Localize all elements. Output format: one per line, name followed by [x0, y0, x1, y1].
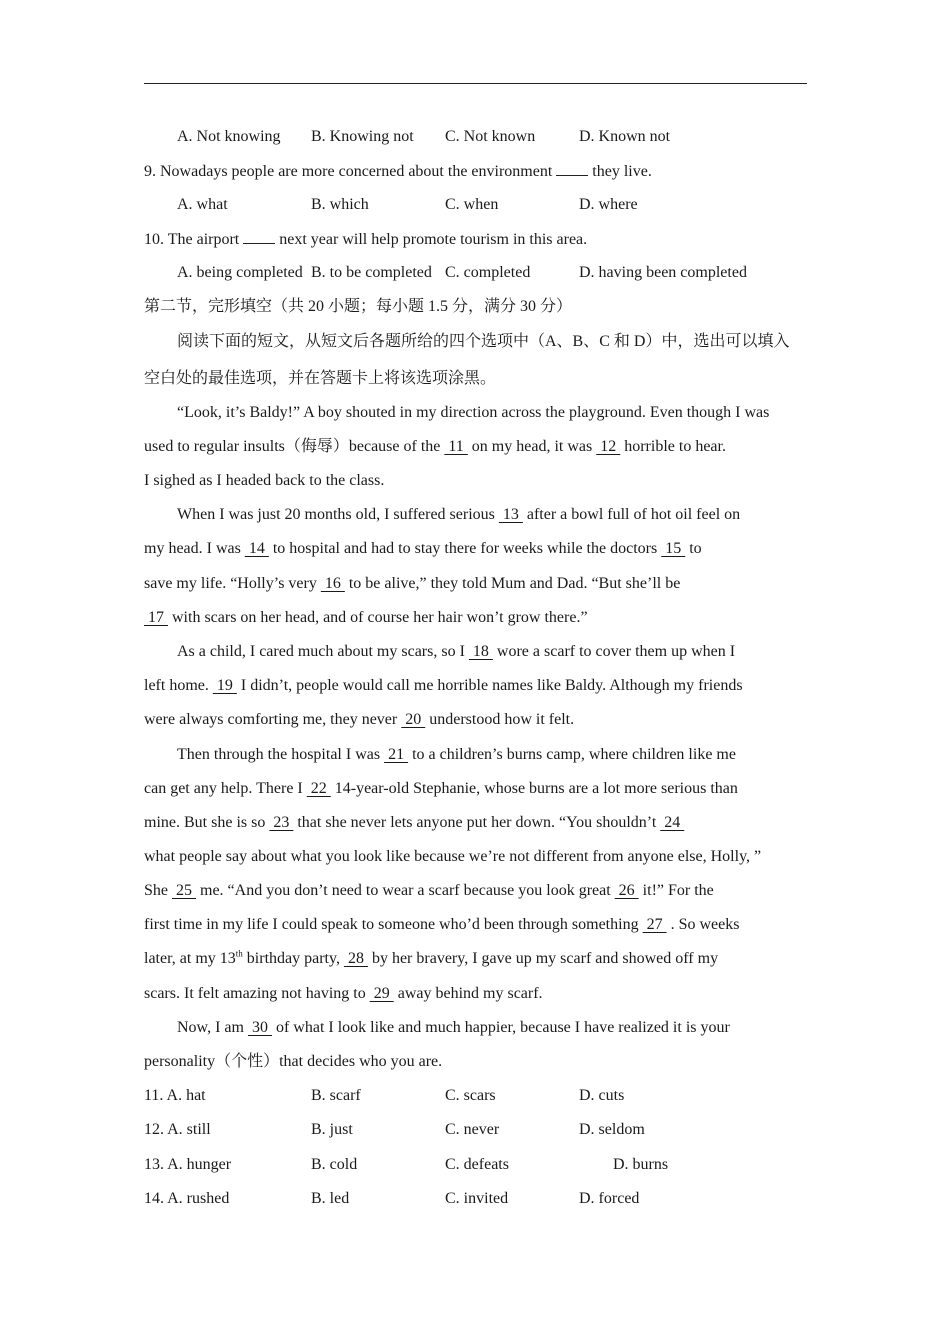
- q12-option-b: B. just: [311, 1121, 353, 1138]
- blank-24: 24: [660, 814, 685, 831]
- q14-option-d: D. forced: [579, 1190, 640, 1207]
- passage-line: “Look, it’s Baldy!” A boy shouted in my direction across the playground. Even though I was: [177, 404, 770, 421]
- passage-line: She 25 me. “And you don’t need to wear a scarf because you look great 26 it!” For the: [144, 882, 714, 899]
- q8-option-c: C. Not known: [445, 128, 536, 145]
- passage-line: first time in my life I could speak to someone who’d been through something 27 . So weeks: [144, 916, 740, 933]
- section-title: 第二节，完形填空（共 20 小题；每小题 1.5 分，满分 30 分）: [144, 298, 573, 315]
- passage-line: mine. But she is so 23 that she never lets anyone put her down. “You shouldn’t 24: [144, 814, 685, 831]
- q11-option-a: 11. A. hat: [144, 1087, 206, 1104]
- q11-option-b: B. scarf: [311, 1087, 361, 1104]
- passage-line: Then through the hospital I was 21 to a children’s burns camp, where children like me: [177, 746, 736, 763]
- q11-option-c: C. scars: [445, 1087, 496, 1104]
- passage-line: my head. I was 14 to hospital and had to stay there for weeks while the doctors 15 to: [144, 540, 702, 557]
- q12-option-c: C. never: [445, 1121, 500, 1138]
- blank-25: 25: [172, 882, 196, 899]
- passage-line: 17 with scars on her head, and of course her hair won’t grow there.”: [144, 609, 588, 626]
- q14-option-c: C. invited: [445, 1190, 509, 1207]
- passage-line: I sighed as I headed back to the class.: [144, 472, 385, 489]
- passage-line: can get any help. There I 22 14-year-old Stephanie, whose burns are a lot more serious than: [144, 780, 738, 797]
- q8-option-b: B. Knowing not: [311, 128, 414, 145]
- blank-11: 11: [444, 438, 468, 455]
- q13-option-d: D. burns: [613, 1156, 669, 1173]
- blank-26: 26: [614, 882, 639, 899]
- q12-option-d: D. seldom: [579, 1121, 645, 1138]
- blank-18: 18: [468, 643, 493, 660]
- passage-line: As a child, I cared much about my scars, so I 18 wore a scarf to cover them up when I: [177, 643, 736, 660]
- blank-28: 28: [343, 950, 368, 967]
- blank-21: 21: [384, 746, 409, 763]
- q13-option-a: 13. A. hunger: [144, 1156, 232, 1173]
- answer-blank: [243, 229, 275, 244]
- header-rule: [144, 83, 807, 84]
- answer-blank: [556, 161, 588, 176]
- blank-15: 15: [661, 540, 686, 557]
- passage-line: what people say about what you look like because we’re not different from anyone else, Holly, ”: [144, 848, 762, 865]
- passage-line: were always comforting me, they never 20 understood how it felt.: [144, 711, 575, 728]
- q10-option-c: C. completed: [445, 264, 531, 281]
- blank-19: 19: [212, 677, 237, 694]
- q9-option-a: A. what: [177, 196, 228, 213]
- blank-22: 22: [306, 780, 331, 797]
- blank-23: 23: [269, 814, 294, 831]
- q12-option-a: 12. A. still: [144, 1121, 211, 1138]
- q10-option-b: B. to be completed: [311, 264, 432, 281]
- q10-option-a: A. being completed: [177, 264, 303, 281]
- blank-13: 13: [498, 506, 523, 523]
- section-instruction-cont: 空白处的最佳选项，并在答题卡上将该选项涂黑。: [144, 370, 497, 387]
- q8-option-a: A. Not knowing: [177, 128, 281, 145]
- passage-line: left home. 19 I didn’t, people would call me horrible names like Baldy. Although my friends: [144, 677, 743, 694]
- passage-line: save my life. “Holly’s very 16 to be alive,” they told Mum and Dad. “But she’ll be: [144, 575, 681, 592]
- q8-option-d: D. Known not: [579, 128, 671, 145]
- blank-17: 17: [144, 609, 168, 626]
- q9-option-c: C. when: [445, 196, 499, 213]
- q13-option-b: B. cold: [311, 1156, 358, 1173]
- blank-29: 29: [369, 985, 394, 1002]
- blank-14: 14: [244, 540, 269, 557]
- q14-option-a: 14. A. rushed: [144, 1190, 230, 1207]
- blank-20: 20: [401, 711, 426, 728]
- passage-line: later, at my 13th birthday party, 28 by her bravery, I gave up my scarf and showed off my: [144, 948, 719, 967]
- q13-option-c: C. defeats: [445, 1156, 509, 1173]
- blank-12: 12: [596, 438, 621, 455]
- q14-option-b: B. led: [311, 1190, 350, 1207]
- q9-option-b: B. which: [311, 196, 369, 213]
- passage-line: scars. It felt amazing not having to 29 away behind my scarf.: [144, 985, 543, 1002]
- blank-30: 30: [247, 1019, 272, 1036]
- q9-option-d: D. where: [579, 196, 638, 213]
- q9-stem: 9. Nowadays people are more concerned about the environment they live.: [144, 163, 652, 180]
- passage-line: Now, I am 30 of what I look like and much happier, because I have realized it is your: [177, 1019, 730, 1036]
- q11-option-d: D. cuts: [579, 1087, 625, 1104]
- section-instruction: 阅读下面的短文，从短文后各题所给的四个选项中（A、B、C 和 D）中，选出可以填入: [177, 333, 790, 350]
- passage-line: When I was just 20 months old, I suffered serious 13 after a bowl full of hot oil feel on: [177, 506, 741, 523]
- q10-stem: 10. The airport next year will help promote tourism in this area.: [144, 231, 588, 248]
- q10-option-d: D. having been completed: [579, 264, 747, 281]
- passage-line: personality（个性）that decides who you are.: [144, 1053, 443, 1070]
- blank-16: 16: [320, 575, 345, 592]
- passage-line: used to regular insults（侮辱）because of the 11 on my head, it was 12 horrible to hear.: [144, 438, 726, 455]
- blank-27: 27: [642, 916, 667, 933]
